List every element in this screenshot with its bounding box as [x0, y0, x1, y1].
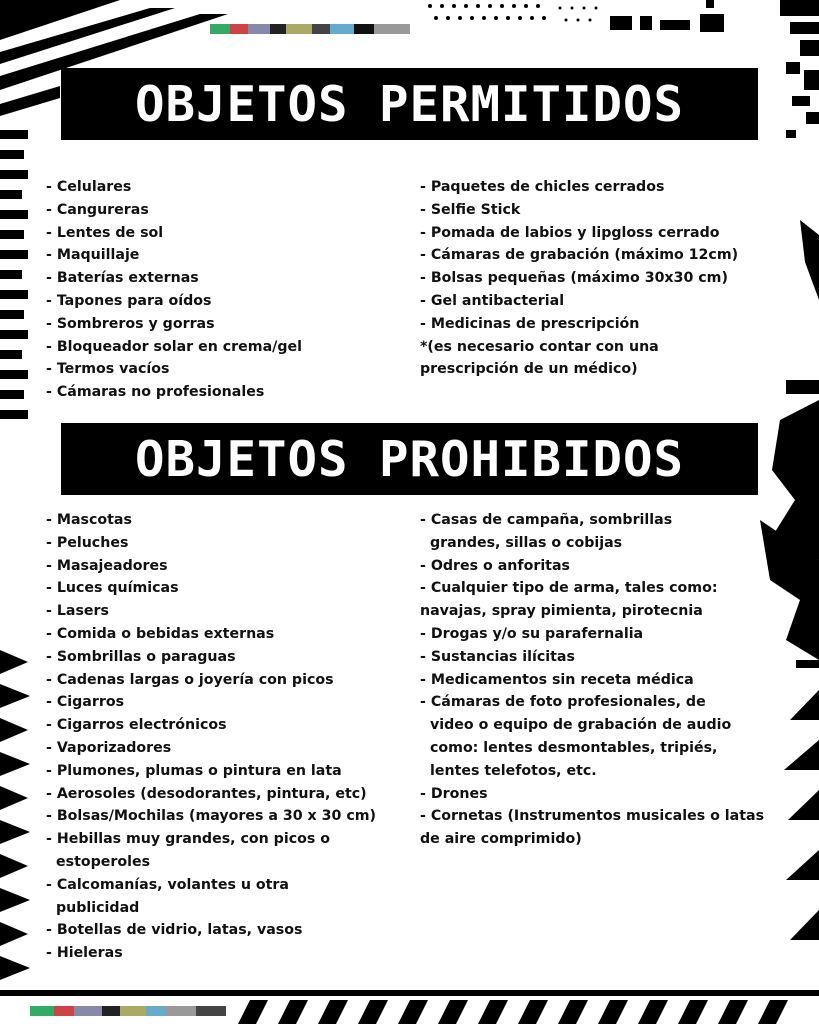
list-item: de aire comprimido) [420, 831, 582, 848]
list-item: - Termos vacíos [46, 361, 170, 378]
list-item: como: lentes desmontables, tripiés, [430, 739, 718, 756]
list-item: - Masajeadores [46, 557, 168, 574]
top-dots [428, 4, 598, 22]
prohibited-list-right [420, 509, 764, 851]
list-item: - Cadenas largas o joyería con picos [46, 671, 334, 688]
list-item: - Lasers [46, 603, 109, 620]
list-item: grandes, sillas o cobijas [430, 534, 623, 551]
list-item: - Comida o bebidas externas [46, 625, 275, 642]
list-item: video o equipo de grabación de audio [430, 717, 732, 734]
list-item: - Medicinas de prescripción [420, 315, 640, 332]
list-item: - Lentes de sol [46, 224, 164, 241]
list-item: - Luces químicas [46, 580, 179, 597]
list-item: - Cámaras de grabación (máximo 12cm) [420, 247, 739, 264]
list-item: - Sombreros y gorras [46, 315, 215, 332]
prohibited-title: OBJETOS PROHIBIDOS [61, 423, 758, 495]
top-glitch-bar [210, 24, 410, 34]
list-item: - Peluches [46, 534, 129, 551]
list-item: - Plumones, plumas o pintura en lata [46, 762, 342, 779]
permitted-list-left [46, 176, 302, 404]
list-item: - Bloqueador solar en crema/gel [46, 338, 302, 355]
list-item: - Cigarros [46, 694, 125, 711]
list-item: - Odres o anforitas [420, 557, 570, 574]
list-item: - Cangureras [46, 201, 149, 218]
list-item: - Sombrillas o paraguas [46, 648, 236, 665]
list-item: - Tapones para oídos [46, 292, 212, 309]
list-item: - Bolsas/Mochilas (mayores a 30 x 30 cm) [46, 808, 377, 825]
list-item: - Calcomanías, volantes u otra [46, 876, 289, 893]
list-item: - Pomada de labios y lipgloss cerrado [420, 224, 720, 241]
list-item: - Bolsas pequeñas (máximo 30x30 cm) [420, 270, 728, 287]
bottom-glitch-bar [30, 1006, 226, 1016]
list-item: - Cámaras de foto profesionales, de [420, 694, 706, 711]
list-item: - Medicamentos sin receta médica [420, 671, 694, 688]
permitted-title: OBJETOS PERMITIDOS [61, 68, 758, 140]
list-item: - Mascotas [46, 512, 132, 528]
list-item: - Cornetas (Instrumentos musicales o latas [420, 808, 765, 825]
list-item: - Paquetes de chicles cerrados [420, 179, 665, 195]
list-item: - Hebillas muy grandes, con picos o [46, 831, 330, 848]
list-item: - Maquillaje [46, 247, 140, 264]
list-item: - Casas de campaña, sombrillas [420, 512, 673, 528]
list-item: - Drones [420, 785, 488, 802]
list-item: - Baterías externas [46, 270, 199, 287]
list-item: - Aerosoles (desodorantes, pintura, etc) [46, 785, 367, 802]
list-item: lentes telefotos, etc. [430, 762, 597, 779]
list-item: - Hieleras [46, 945, 123, 962]
list-item: prescripción de un médico) [420, 361, 638, 378]
list-item: - Vaporizadores [46, 739, 172, 756]
list-item: - Cualquier tipo de arma, tales como: [420, 580, 718, 597]
list-item: *(es necesario contar con una [420, 338, 659, 355]
list-item: - Drogas y/o su parafernalia [420, 625, 644, 642]
left-checker [0, 650, 30, 980]
list-item: publicidad [56, 899, 140, 916]
list-item: - Botellas de vidrio, latas, vasos [46, 922, 303, 939]
list-item: estoperoles [56, 853, 151, 870]
list-item: - Selfie Stick [420, 201, 521, 218]
right-texture [760, 220, 819, 940]
list-item: - Celulares [46, 179, 132, 195]
prohibited-list-left [46, 509, 376, 965]
list-item: navajas, spray pimienta, pirotecnia [420, 603, 703, 620]
list-item: - Gel antibacterial [420, 292, 565, 309]
list-item: - Cigarros electrónicos [46, 717, 227, 734]
list-item: - Cámaras no profesionales [46, 384, 265, 401]
permitted-list-right [420, 176, 738, 381]
list-item: - Sustancias ilícitas [420, 648, 575, 665]
